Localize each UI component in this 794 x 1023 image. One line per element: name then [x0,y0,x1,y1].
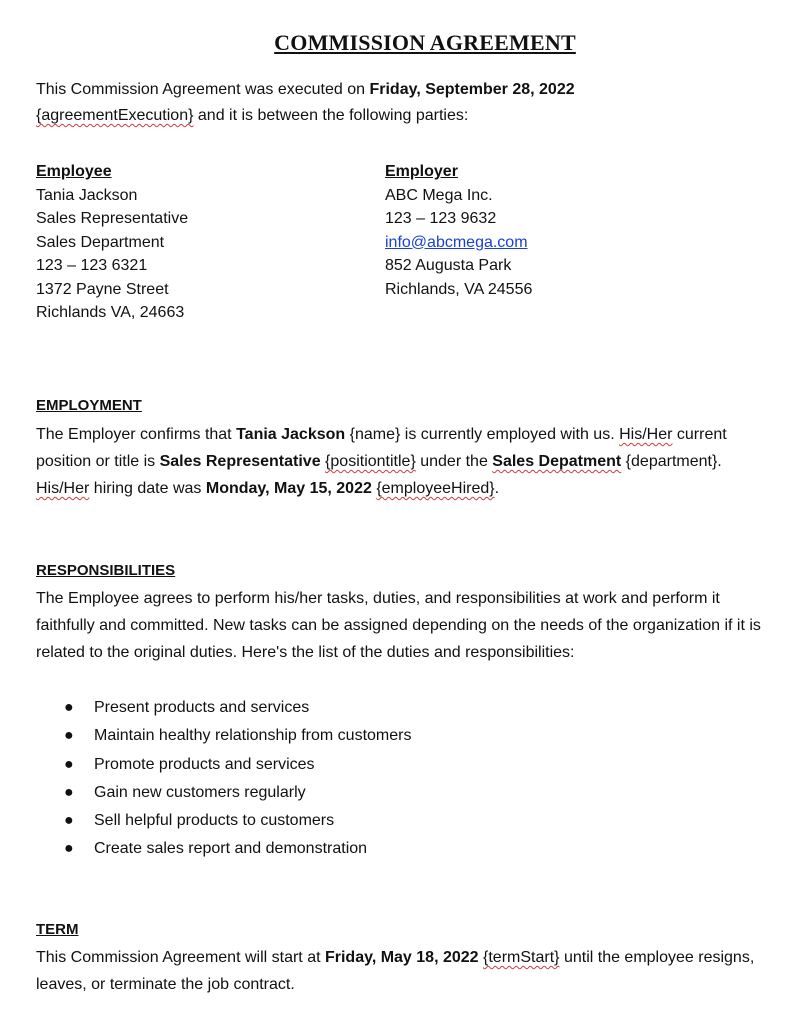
employment-hired-tag: {employeeHired} [376,480,495,497]
bullet-icon: ● [64,727,74,745]
employment-name: Tania Jackson [236,426,346,443]
duty-text: Promote products and services [94,755,315,773]
employee-phone: 123 – 123 6321 [36,257,148,274]
list-item [36,694,411,722]
employment-position: Sales Representative [159,453,321,470]
employer-phone: 123 – 123 9632 [385,210,497,227]
employer-name: ABC Mega Inc. [385,186,493,204]
intro-prefix: This Commission Agreement was executed on [36,81,370,98]
employment-text: is currently employed with us. [400,426,620,443]
duty-text: Sell helpful products to customers [94,812,335,830]
employment-heading: EMPLOYMENT [36,397,142,414]
employment-text: hiring date was [89,480,206,497]
employer-block [385,160,532,301]
employer-heading: Employer [385,163,458,180]
responsibilities-paragraph: The Employee agrees to perform his/her tasks, duties, and responsibilities at work and perform it faithfully and committed. New tasks can be assigned depending on the needs of the organization if it is related to the original duties. Here's the list of the duties and responsibilities: [36,590,761,661]
employment-his-her: His/Her [36,480,90,497]
employment-text: . [717,453,722,470]
employment-text: current position or title is [36,426,727,470]
term-start-tag: {termStart} [483,949,560,966]
employment-his-her: His/Her [619,426,673,443]
employer-address-line2: Richlands, VA 24556 [385,280,533,298]
employment-text: . [494,480,500,497]
bullet-icon: ● [64,812,74,830]
employment-name-tag: {name} [349,426,401,443]
employee-department: Sales Department [36,233,165,251]
responsibilities-heading: RESPONSIBILITIES [36,562,176,579]
document-title: COMMISSION AGREEMENT [274,30,576,55]
employment-text: under the [415,453,493,470]
list-item [36,807,411,835]
bullet-icon: ● [64,783,74,801]
bullet-icon: ● [64,840,74,858]
employment-department: Sales Depatment [492,453,622,470]
intro-suffix: and it is between the following parties: [193,107,469,124]
duty-text: Present products and services [94,699,310,716]
term-paragraph [36,944,761,998]
employee-name: Tania Jackson [36,186,138,204]
employment-department-tag: {department} [625,453,718,470]
list-item [36,779,411,807]
intro-paragraph [36,77,761,129]
agreement-execution-tag: {agreementExecution} [36,107,194,124]
term-text: until the employee resigns, leaves, or terminate the job contract. [36,949,755,993]
duties-list [36,694,411,864]
bullet-icon: ● [64,755,74,773]
bullet-icon: ● [64,699,74,716]
list-item [36,835,411,863]
term-text: This Commission Agreement will start at [36,949,325,966]
employee-block [36,160,188,325]
term-start-date: Friday, May 18, 2022 [324,949,479,966]
list-item [36,751,411,779]
employment-paragraph [36,421,761,502]
employment-position-tag: {positiontitle} [325,453,416,470]
employee-heading: Employee [36,163,112,180]
duty-text: Maintain healthy relationship from customers [94,727,412,745]
list-item [36,722,411,750]
employee-street: 1372 Payne Street [36,280,169,298]
duty-text: Create sales report and demonstration [94,840,368,858]
duty-text: Gain new customers regularly [94,783,306,801]
agreement-date: Friday, September 28, 2022 [369,81,575,98]
employer-email-link[interactable]: info@abcmega.com [385,233,528,251]
employment-text: The Employer confirms that [36,426,237,443]
term-heading: TERM [36,921,79,938]
employee-city: Richlands VA, 24663 [36,304,185,321]
employer-address-line1: 852 Augusta Park [385,257,512,274]
employee-position: Sales Representative [36,210,189,227]
employment-hired-date: Monday, May 15, 2022 [205,480,372,497]
